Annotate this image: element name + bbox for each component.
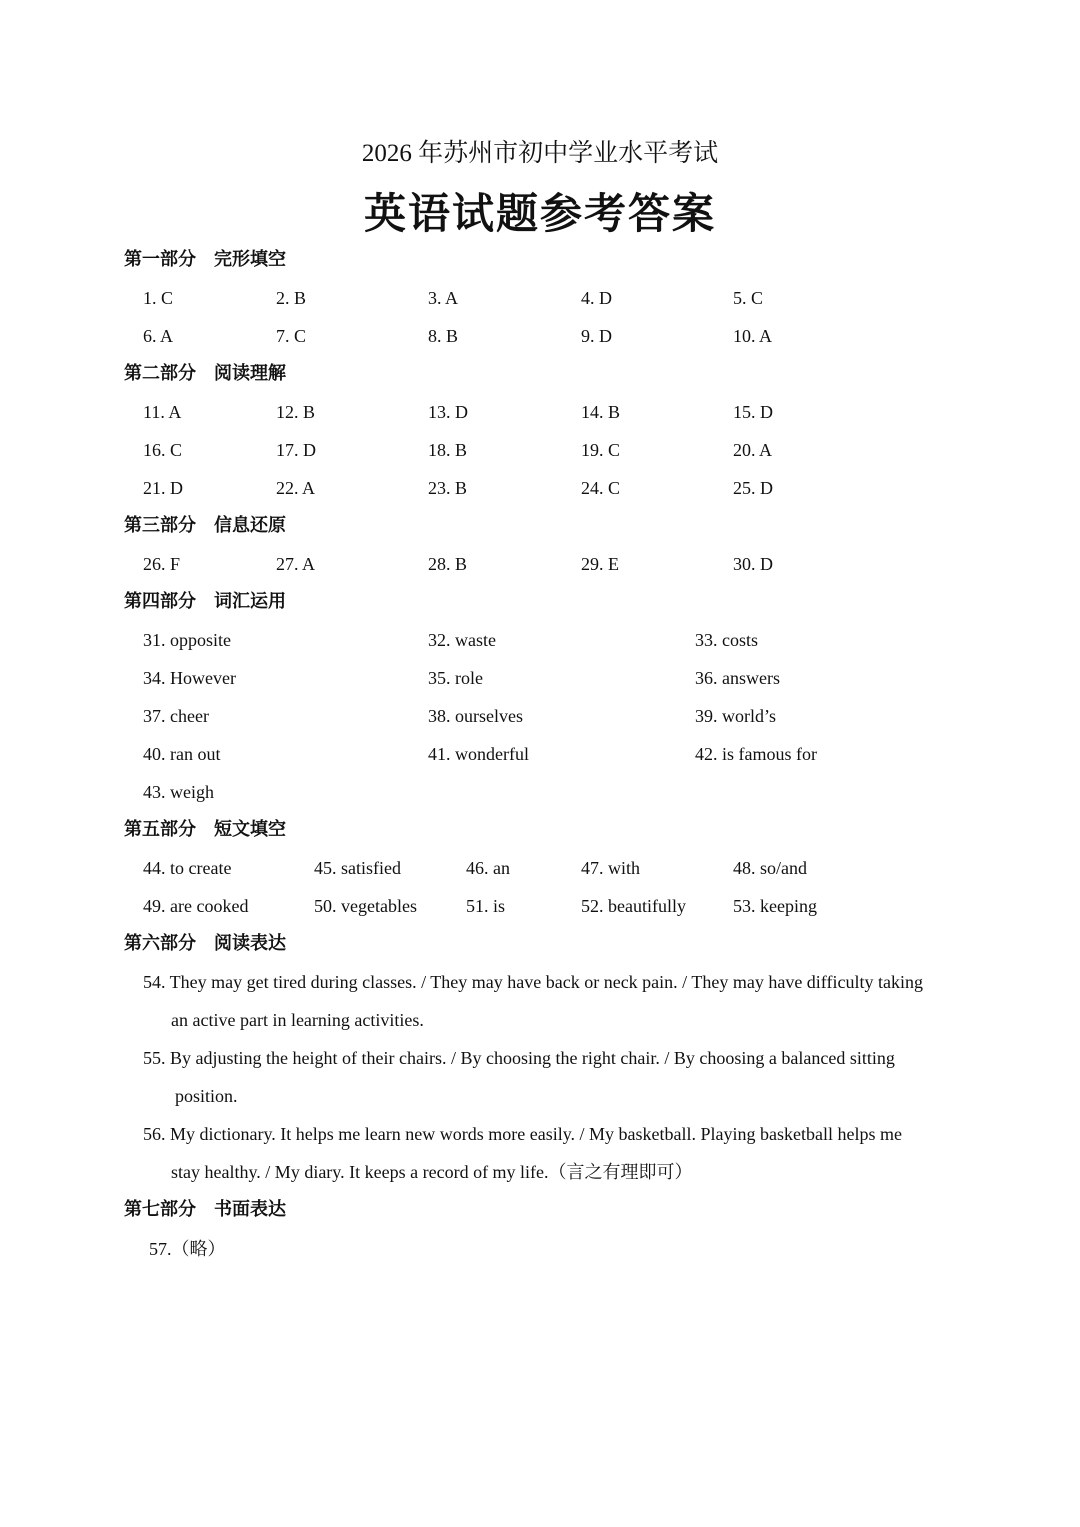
answer-paragraph-line: 55. By adjusting the height of their chairs. / By choosing the right chair. / By choosing a balanced sitting: [143, 1048, 895, 1068]
answer-item: 23. B: [428, 478, 468, 498]
answer-item: 53. keeping: [733, 896, 817, 916]
answer-paragraph-line: 54. They may get tired during classes. / They may have back or neck pain. / They may have difficulty taking: [143, 972, 923, 992]
answer-item: 12. B: [276, 402, 316, 422]
answer-item: 42. is famous for: [695, 744, 817, 764]
answer-item: 24. C: [581, 478, 621, 498]
answer-item: 10. A: [733, 326, 773, 346]
page-title: 英语试题参考答案: [363, 189, 716, 238]
section-heading-part5: [124, 818, 286, 842]
answer-item: 9. D: [581, 326, 612, 346]
answer-paragraph-line: position.: [175, 1086, 238, 1106]
section-topic: 完形填空: [214, 249, 286, 270]
answer-item: 52. beautifully: [581, 896, 686, 916]
answer-item: 25. D: [733, 478, 773, 498]
section-name: 第五部分: [124, 819, 196, 840]
section-topic: 短文填空: [214, 819, 286, 840]
answer-item: 22. A: [276, 478, 316, 498]
answer-item: 16. C: [143, 440, 183, 460]
answer-item: 26. F: [143, 554, 181, 574]
section-topic: 信息还原: [214, 515, 286, 536]
answer-item: 43. weigh: [143, 782, 214, 802]
answer-item: 6. A: [143, 326, 174, 346]
section-heading-part6: [124, 932, 286, 956]
exam-subtitle: 2026 年苏州市初中学业水平考试: [361, 140, 719, 167]
section-name: 第二部分: [124, 363, 196, 384]
answer-item: 14. B: [581, 402, 621, 422]
answer-item: 40. ran out: [143, 744, 221, 764]
answer-item: 20. A: [733, 440, 773, 460]
answer-item: 37. cheer: [143, 706, 209, 726]
answer-item: 49. are cooked: [143, 896, 249, 916]
answer-item: 15. D: [733, 402, 773, 422]
answer-item: 36. answers: [695, 668, 780, 688]
answer-item: 57.（略）: [149, 1239, 226, 1259]
answer-item: 1. C: [143, 288, 174, 308]
answer-item: 2. B: [276, 288, 307, 308]
answer-item: 33. costs: [695, 630, 758, 650]
section-name: 第四部分: [124, 591, 196, 612]
answer-item: 30. D: [733, 554, 773, 574]
answer-paragraph-line: stay healthy. / My diary. It keeps a record of my life.（言之有理即可）: [171, 1162, 693, 1182]
answer-item: 34. However: [143, 668, 236, 688]
answer-item: 35. role: [428, 668, 483, 688]
answer-item: 31. opposite: [143, 630, 231, 650]
answer-item: 32. waste: [428, 630, 496, 650]
answer-item: 13. D: [428, 402, 468, 422]
section-name: 第一部分: [124, 249, 196, 270]
section-topic: 词汇运用: [214, 591, 286, 612]
section-name: 第七部分: [124, 1199, 196, 1220]
answer-item: 46. an: [466, 858, 510, 878]
section-name: 第三部分: [124, 515, 196, 536]
answer-item: 50. vegetables: [314, 896, 417, 916]
answer-item: 48. so/and: [733, 858, 807, 878]
answer-item: 28. B: [428, 554, 468, 574]
answer-item: 45. satisfied: [314, 858, 401, 878]
answer-item: 3. A: [428, 288, 459, 308]
section-topic: 阅读表达: [214, 933, 286, 954]
answer-item: 17. D: [276, 440, 316, 460]
answer-item: 29. E: [581, 554, 619, 574]
answer-paragraph-line: an active part in learning activities.: [171, 1010, 424, 1030]
section-topic: 阅读理解: [214, 363, 286, 384]
answer-item: 41. wonderful: [428, 744, 529, 764]
section-name: 第六部分: [124, 933, 196, 954]
answer-item: 21. D: [143, 478, 183, 498]
answer-item: 19. C: [581, 440, 621, 460]
answer-item: 51. is: [466, 896, 506, 916]
answer-item: 27. A: [276, 554, 316, 574]
answer-item: 47. with: [581, 858, 641, 878]
answer-item: 11. A: [143, 402, 182, 422]
section-heading-part4: [124, 590, 286, 614]
answer-item: 7. C: [276, 326, 307, 346]
section-topic: 书面表达: [214, 1199, 286, 1220]
answer-item: 5. C: [733, 288, 764, 308]
answer-item: 44. to create: [143, 858, 232, 878]
answer-paragraph-line: 56. My dictionary. It helps me learn new words more easily. / My basketball. Playing basketball helps me: [143, 1124, 902, 1144]
section-heading-part2: [124, 362, 286, 386]
answer-item: 39. world’s: [695, 706, 776, 726]
answer-item: 18. B: [428, 440, 468, 460]
answer-item: 8. B: [428, 326, 459, 346]
section-heading-part3: [124, 514, 286, 538]
answer-item: 38. ourselves: [428, 706, 523, 726]
answer-item: 4. D: [581, 288, 612, 308]
section-heading-part1: [124, 248, 286, 272]
section-heading-part7: [124, 1198, 286, 1222]
